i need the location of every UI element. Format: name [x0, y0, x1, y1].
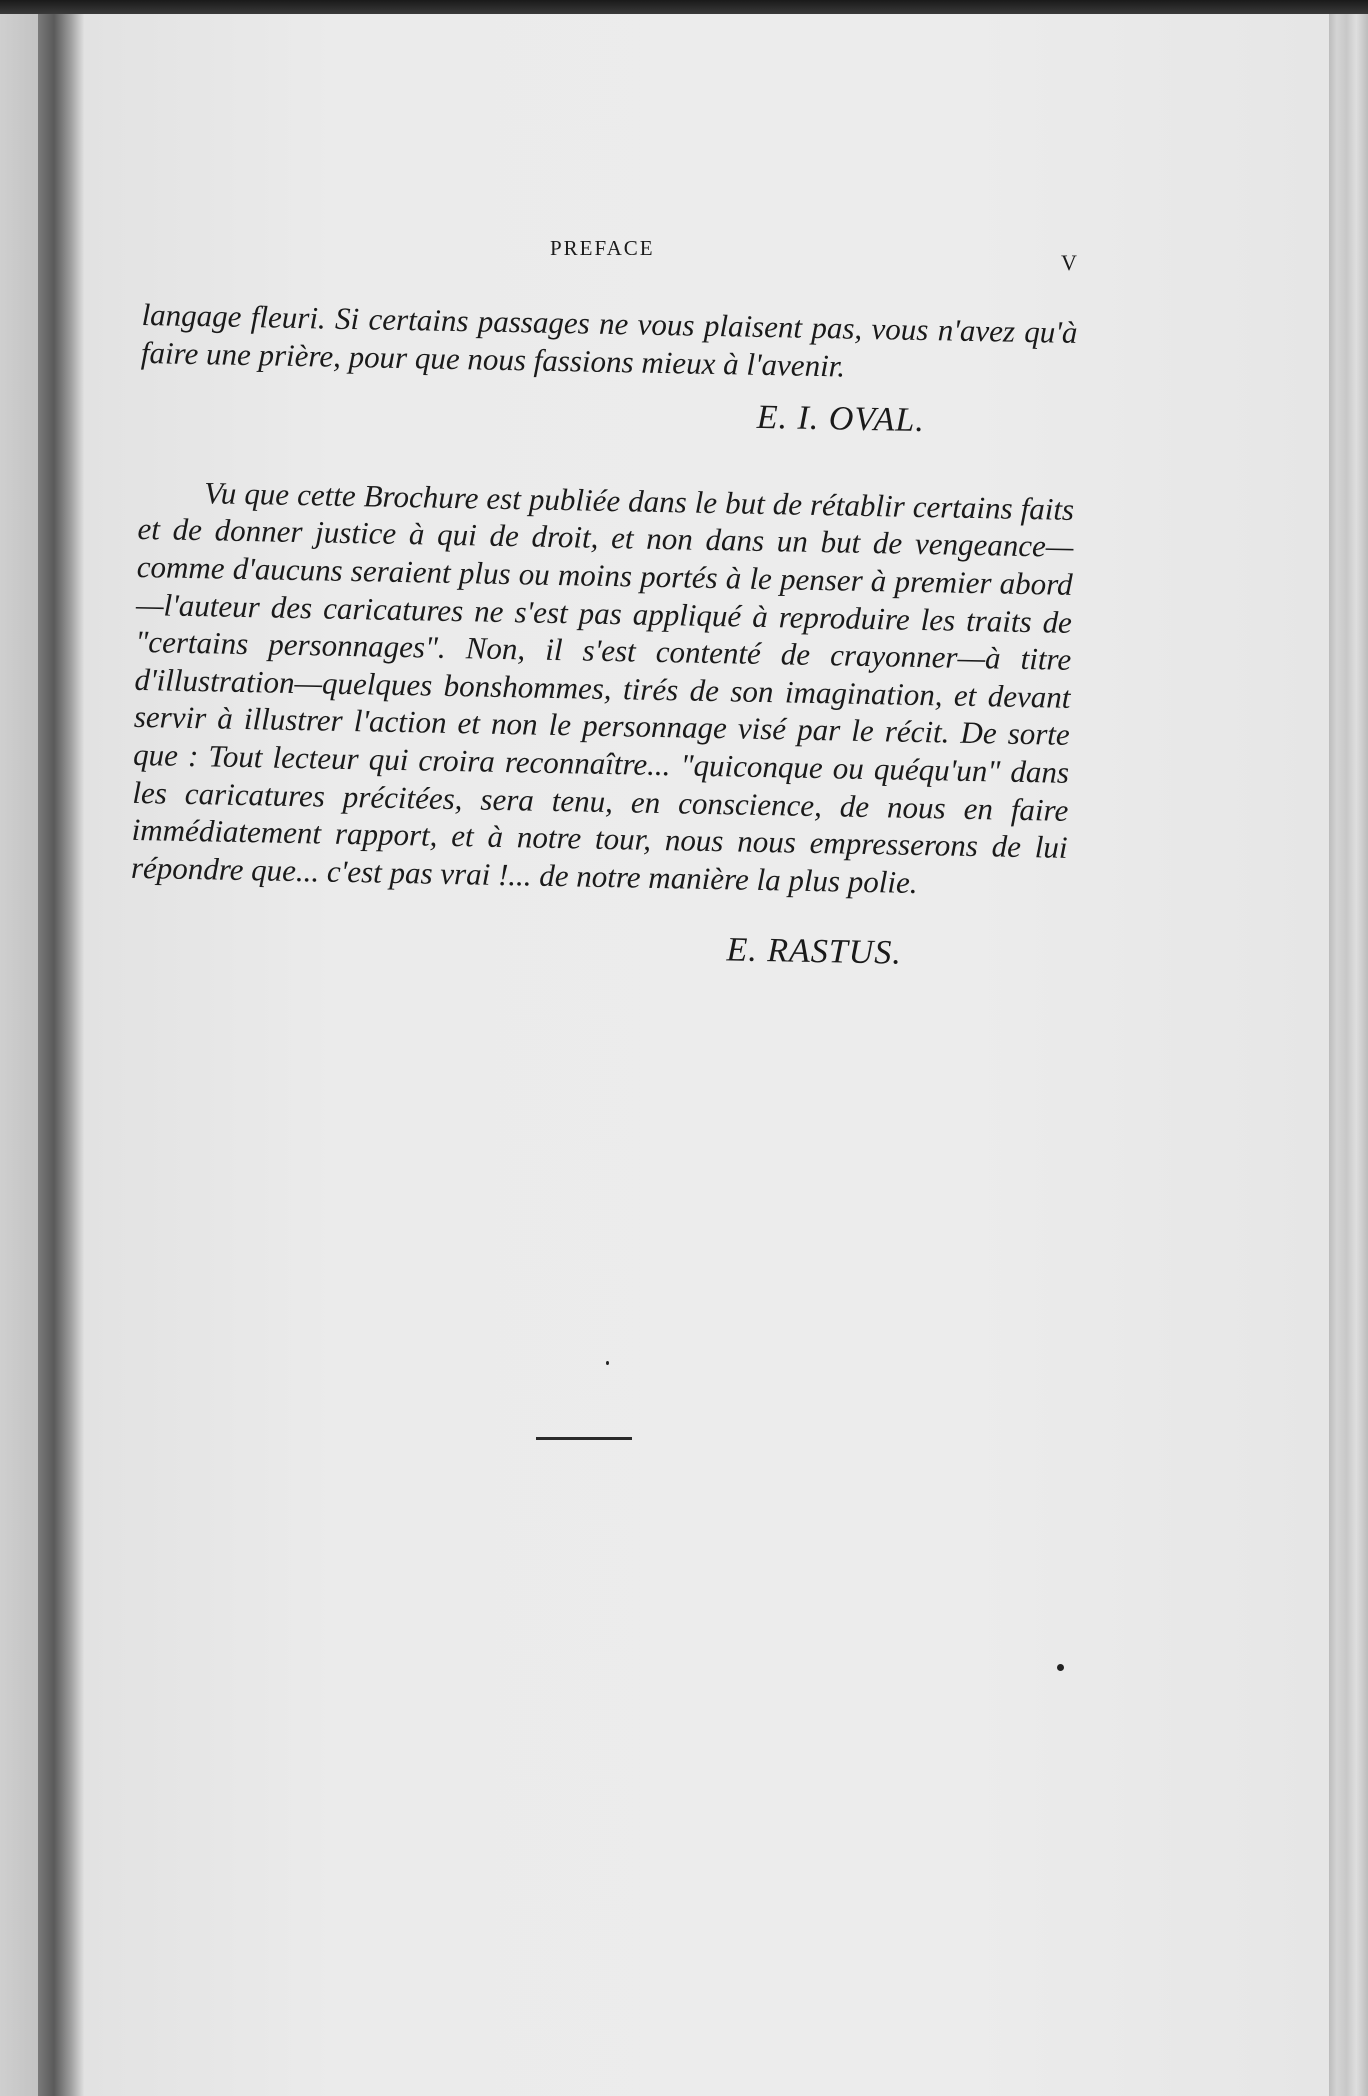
- signature-rastus: E. RASTUS.: [726, 931, 903, 973]
- page-number: V: [1061, 250, 1077, 275]
- page-right-edge: [1329, 14, 1368, 2096]
- preface-text: [129, 296, 1078, 976]
- ink-speck: [1057, 1664, 1064, 1671]
- ink-speck: [606, 1361, 609, 1365]
- paragraph-disclaimer: Vu que cette Brochure est publiée dans le but de rétablir certains faits et de donner justice à qui de droit, et non dans un but de vengeance—comme d'aucuns seraient plus ou moins portés à le penser à premier abord—l'auteur des caricatures ne s'est pas appliqué à reproduire les traits de "certains personnages". Non, il s'est contenté de crayonner—à titre d'illustration—quelques bonshommes, tirés de son imagination, et devant servir à illustrer l'action et non le personnage visé par le récit. De sorte que : Tout lecteur qui croira reconnaître... "quiconque ou quéqu'un" dans les caricatures précitées, sera tenu, en conscience, de nous en faire immédiatement rapport, et à notre tour, nous nous empresserons de lui répondre que... c'est pas vrai !... de notre manière la plus polie.: [130, 475, 1075, 900]
- book-spine-shadow: [38, 0, 84, 2096]
- signature-oval: E. I. OVAL.: [756, 399, 926, 440]
- top-edge-shadow: [0, 0, 1368, 14]
- left-margin: [0, 0, 40, 2096]
- page-header: [0, 236, 1368, 276]
- running-title: PREFACE: [550, 236, 655, 260]
- paragraph-continuation: langage fleuri. Si certains passages ne vous plaisent pas, vous n'avez qu'à faire une prière, pour que nous fassions mieux à l'avenir.: [140, 296, 1078, 384]
- section-separator-rule: [536, 1437, 632, 1440]
